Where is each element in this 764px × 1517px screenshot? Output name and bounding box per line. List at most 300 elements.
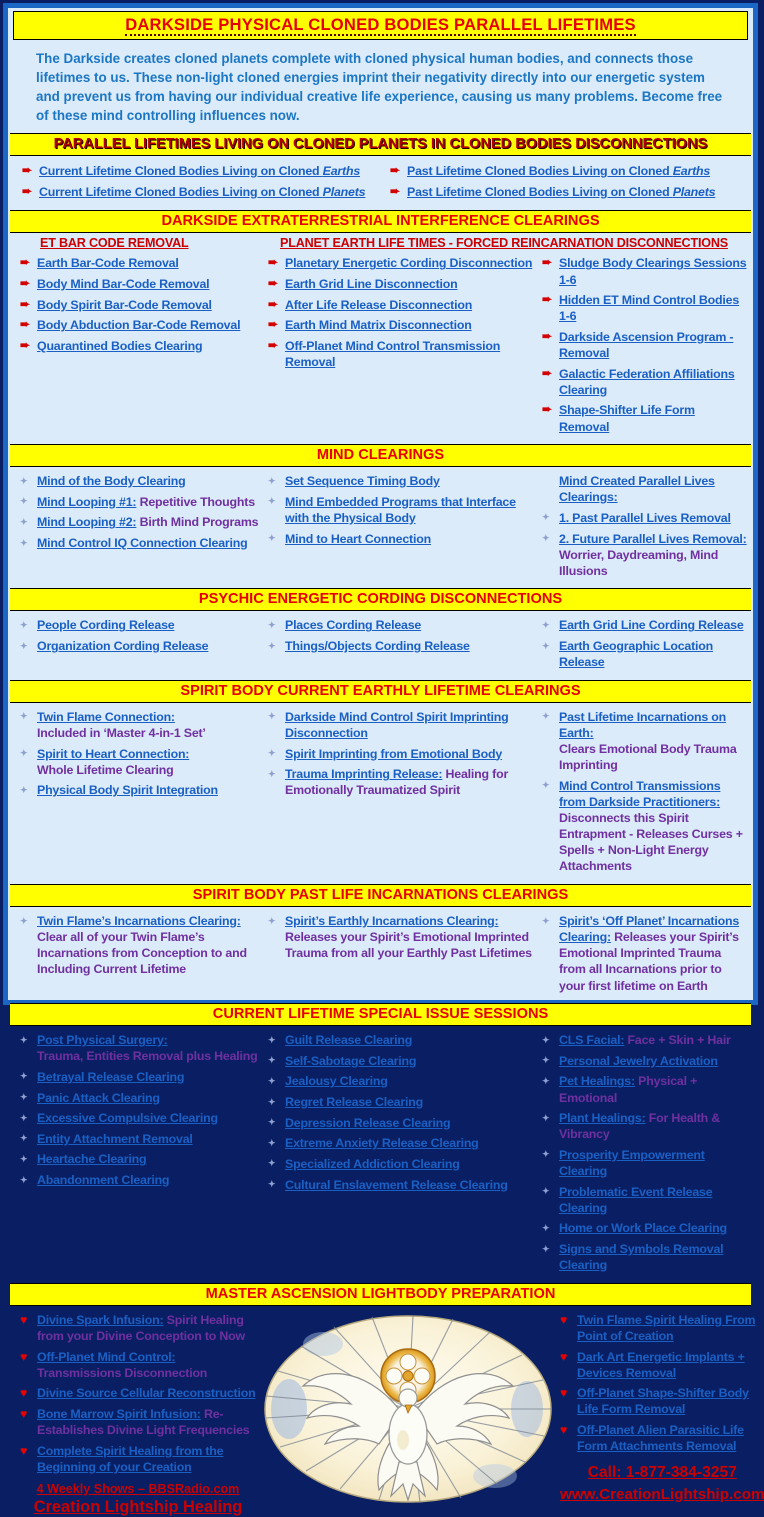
bullet-icon: ➨ xyxy=(542,328,552,343)
session-link[interactable]: Spirit Imprinting from Emotional Body xyxy=(285,746,503,761)
session-note: Birth Mind Programs xyxy=(136,515,259,530)
list-item xyxy=(268,276,534,292)
session-link[interactable]: After Life Release Disconnection xyxy=(285,297,473,312)
list-item xyxy=(20,782,260,798)
list-item xyxy=(20,297,260,313)
list-item xyxy=(20,913,260,978)
bullet-icon: ✦ xyxy=(268,640,276,651)
session-link[interactable]: Earth Bar-Code Removal xyxy=(37,256,179,271)
list-item xyxy=(20,1406,256,1438)
list-item xyxy=(542,292,747,324)
bullet-icon: ✦ xyxy=(20,1112,28,1123)
list-item xyxy=(542,531,747,579)
bullet-icon: ➨ xyxy=(542,255,552,270)
list-item xyxy=(268,317,534,333)
session-link[interactable]: Off-Planet Mind Control: xyxy=(37,1349,176,1364)
bullet-icon: ✦ xyxy=(542,619,550,630)
contact-block xyxy=(560,1464,764,1503)
list-item xyxy=(20,1349,256,1381)
et-col-1 xyxy=(20,253,260,439)
session-link[interactable]: Guilt Release Clearing xyxy=(285,1033,413,1048)
list-item xyxy=(542,402,747,434)
session-link[interactable]: Dark Art Energetic Implants + Devices Removal xyxy=(577,1349,745,1380)
bullet-icon: ✦ xyxy=(268,475,276,486)
bullet-icon: ✦ xyxy=(20,1071,28,1082)
list-item xyxy=(268,473,534,489)
list-item xyxy=(20,1110,260,1126)
session-link[interactable]: Things/Objects Cording Release xyxy=(285,639,470,653)
bullet-icon: ➨ xyxy=(390,183,400,198)
et-subheaders xyxy=(10,234,751,250)
phone-link[interactable]: Call: 1-877-384-3257 xyxy=(587,1464,737,1482)
list-item xyxy=(20,1312,256,1344)
planet-earth-subheader[interactable]: PLANET EARTH LIFE TIMES - FORCED REINCARNATION DISCONNECTIONS xyxy=(280,236,728,251)
bullet-icon: ✦ xyxy=(20,475,28,486)
list-item xyxy=(268,1115,534,1131)
session-link[interactable]: Mind Created Parallel Lives Clearings: xyxy=(559,474,715,505)
session-link[interactable]: Plant Healings: xyxy=(559,1111,646,1126)
list-item xyxy=(268,913,534,961)
bullet-icon: ✦ xyxy=(268,1137,276,1148)
session-note-line2: Transmissions Disconnection xyxy=(37,1365,208,1380)
bullet-icon: ✦ xyxy=(268,1158,276,1169)
bullet-icon: ✦ xyxy=(20,537,28,548)
list-item xyxy=(542,1220,747,1236)
list-item xyxy=(268,766,534,798)
list-item xyxy=(542,1110,747,1142)
list-item xyxy=(20,276,260,292)
bullet-icon: ♥ xyxy=(20,1386,28,1401)
list-item xyxy=(20,514,260,530)
session-note: Spirit Healing from your Divine Conception to Now xyxy=(37,1312,245,1343)
session-link[interactable]: Shape-Shifter Life Form Removal xyxy=(559,403,695,434)
list-item xyxy=(390,163,745,179)
bullet-icon: ✦ xyxy=(268,915,276,926)
et-links-grid xyxy=(10,250,751,443)
bullet-icon: ✦ xyxy=(542,915,550,926)
session-note-line2: Included in ‘Master 4-in-1 Set’ xyxy=(37,725,206,740)
session-link[interactable]: Organization Cording Release xyxy=(37,639,209,653)
bbsradio-link[interactable]: 4 Weekly Shows – BBSRadio.com xyxy=(36,1481,240,1496)
list-item xyxy=(560,1422,764,1454)
list-item xyxy=(542,1184,747,1216)
list-item xyxy=(268,255,534,271)
bullet-icon: ♥ xyxy=(560,1349,568,1364)
section-banner-spirit-current: SPIRIT BODY CURRENT EARTHLY LIFETIME CLEARINGS xyxy=(10,680,751,703)
bullet-icon: ✦ xyxy=(20,1174,28,1185)
list-item xyxy=(20,1385,256,1401)
session-link[interactable]: Bone Marrow Spirit Infusion: xyxy=(37,1406,201,1421)
spirit-past-col-1 xyxy=(20,911,260,998)
list-item xyxy=(268,297,534,313)
bullet-icon: ➨ xyxy=(20,255,30,270)
list-item xyxy=(268,1053,534,1069)
session-link[interactable]: Mind Control IQ Connection Clearing xyxy=(37,536,248,550)
session-link[interactable]: Sludge Body Clearings Sessions 1-6 xyxy=(559,256,747,287)
spirit-current-col-3 xyxy=(542,707,747,879)
section-banner-parallel-lifetimes: PARALLEL LIFETIMES LIVING ON CLONED PLANETS IN CLONED BODIES DISCONNECTIONS xyxy=(10,133,751,156)
session-note-line2: Whole Lifetime Clearing xyxy=(37,762,174,777)
bullet-icon: ✦ xyxy=(20,1092,28,1102)
session-link[interactable]: Home or Work Place Clearing xyxy=(559,1221,727,1236)
mind-col-1 xyxy=(20,471,260,583)
et-col-3 xyxy=(542,253,747,439)
list-item xyxy=(268,1156,534,1172)
list-item xyxy=(542,1032,747,1048)
session-note-line2: Worrier, Daydreaming, Mind Illusions xyxy=(559,547,719,578)
creation-lightship-healing-link[interactable]: Creation Lightship Healing xyxy=(33,1497,243,1516)
list-item xyxy=(542,473,747,505)
list-item xyxy=(542,510,747,526)
list-item xyxy=(542,366,747,398)
session-link[interactable]: Twin Flame Spirit Healing From Point of Creation xyxy=(577,1312,756,1343)
session-note-line2: Trauma, Entities Removal plus Healing xyxy=(37,1049,258,1064)
list-item xyxy=(22,184,390,200)
et-col-2 xyxy=(268,253,534,439)
bullet-icon: ♥ xyxy=(560,1423,568,1437)
bullet-icon: ♥ xyxy=(20,1312,28,1327)
session-link[interactable]: Planetary Energetic Cording Disconnection xyxy=(285,256,533,271)
bullet-icon: ✦ xyxy=(20,1034,28,1045)
list-item xyxy=(20,535,260,551)
bullet-icon: ✦ xyxy=(268,496,276,507)
session-note-line2: Releases your Spirit’s Emotional Imprinted Trauma from all your Earthly Past Lifetimes xyxy=(285,930,532,961)
bullet-icon: ✦ xyxy=(20,915,28,926)
session-link[interactable]: Signs and Symbols Removal Clearing xyxy=(559,1242,724,1273)
bullet-icon: ✦ xyxy=(268,533,276,543)
session-link[interactable]: Divine Spark Infusion: xyxy=(37,1312,164,1327)
session-link[interactable]: Mind Looping #1: xyxy=(37,494,137,509)
session-link[interactable]: Twin Flame’s Incarnations Clearing: xyxy=(37,914,241,928)
bullet-icon: ✦ xyxy=(20,619,28,630)
bullet-icon: ✦ xyxy=(542,1149,550,1160)
session-link[interactable]: Mind Control Transmissions from Darkside Practitioners: xyxy=(559,778,721,809)
list-item xyxy=(268,338,534,370)
section-banner-special-sessions: CURRENT LIFETIME SPECIAL ISSUE SESSIONS xyxy=(10,1003,751,1026)
session-link[interactable]: People Cording Release xyxy=(37,618,175,633)
session-link[interactable]: Darkside Mind Control Spirit Imprinting Disconnection xyxy=(285,709,509,740)
list-item xyxy=(542,1053,747,1069)
list-item xyxy=(560,1312,764,1344)
session-link[interactable]: 1. Past Parallel Lives Removal xyxy=(559,510,731,525)
bullet-icon: ✦ xyxy=(20,640,28,651)
bullet-icon: ✦ xyxy=(268,1055,276,1066)
list-item xyxy=(268,617,534,633)
list-item xyxy=(20,317,260,333)
bullet-icon: ✦ xyxy=(268,748,276,758)
bullet-icon: ➨ xyxy=(542,402,552,417)
bullet-icon: ♥ xyxy=(20,1443,28,1458)
session-link[interactable]: Galactic Federation Affiliations Clearing xyxy=(559,366,735,397)
list-item xyxy=(560,1385,764,1417)
session-link[interactable]: Body Spirit Bar-Code Removal xyxy=(37,297,212,312)
bullet-icon: ➨ xyxy=(20,337,30,352)
bullet-icon: ♥ xyxy=(20,1349,28,1364)
session-link[interactable]: Panic Attack Clearing xyxy=(37,1090,160,1105)
section-banner-et-interference: DARKSIDE EXTRATERRESTRIAL INTERFERENCE CLEARINGS xyxy=(10,210,751,233)
mind-links-grid xyxy=(10,468,751,587)
session-note: Face + Skin + Hair xyxy=(624,1033,731,1048)
session-link[interactable]: Places Cording Release xyxy=(285,618,422,633)
bullet-icon: ✦ xyxy=(20,784,28,795)
bullet-icon: ✦ xyxy=(542,1243,550,1254)
bullet-icon: ✦ xyxy=(20,1133,28,1144)
session-note: Healing for Emotionally Traumatized Spirit xyxy=(285,767,509,798)
bullet-icon: ✦ xyxy=(268,1034,276,1045)
dove-image-container xyxy=(260,1310,556,1517)
list-item xyxy=(542,709,747,774)
session-link[interactable]: Divine Source Cellular Reconstruction xyxy=(37,1386,256,1401)
session-link[interactable]: Entity Attachment Removal xyxy=(37,1131,193,1146)
list-item xyxy=(542,1241,747,1273)
list-item xyxy=(20,1443,256,1475)
list-item xyxy=(268,531,534,547)
bullet-icon: ✦ xyxy=(268,768,276,779)
special-col-3 xyxy=(542,1030,747,1278)
bullet-icon: ➨ xyxy=(20,317,30,332)
session-note: Repetitive Thoughts xyxy=(136,494,255,509)
psychic-col-1 xyxy=(20,615,260,674)
spirit-current-grid xyxy=(10,704,751,883)
session-link[interactable]: Complete Spirit Healing from the Beginning of your Creation xyxy=(37,1443,224,1474)
session-link[interactable]: Off-Planet Alien Parasitic Life Form Attachments Removal xyxy=(577,1423,744,1454)
bullet-icon: ✦ xyxy=(542,640,550,651)
section-banner-spirit-past: SPIRIT BODY PAST LIFE INCARNATIONS CLEARINGS xyxy=(10,884,751,907)
bullet-icon: ✦ xyxy=(268,1179,276,1189)
bullet-icon: ➨ xyxy=(542,365,552,380)
bullet-icon: ✦ xyxy=(20,496,28,507)
bullet-icon: ➨ xyxy=(542,292,552,307)
dove-stained-glass-image xyxy=(263,1314,553,1504)
session-link[interactable]: Mind of the Body Clearing xyxy=(37,474,186,489)
list-item xyxy=(20,1151,260,1167)
spirit-past-grid xyxy=(10,908,751,1002)
session-link[interactable]: Quarantined Bodies Clearing xyxy=(37,338,203,353)
bullet-icon: ✦ xyxy=(542,780,550,791)
website-link[interactable]: www.CreationLightship.com xyxy=(560,1486,764,1504)
session-link[interactable]: Problematic Event Release Clearing xyxy=(559,1184,713,1215)
bullet-icon: ✦ xyxy=(268,1075,276,1086)
intro-paragraph: The Darkside creates cloned planets complete with cloned physical human bodies, and connects those lifetimes to us. These non-light cloned energies imprint their negativity directly into our energetic system and prevent us from having our individual creative life experience, causing us many problems. Become free of these mind controlling influences now. xyxy=(36,51,723,124)
bullet-icon: ➨ xyxy=(268,296,278,311)
bullet-icon: ♥ xyxy=(560,1312,568,1327)
session-link[interactable]: Specialized Addiction Clearing xyxy=(285,1156,460,1171)
bullet-icon: ✦ xyxy=(20,748,28,758)
session-link[interactable]: Abandonment Clearing xyxy=(37,1173,170,1187)
list-item xyxy=(268,746,534,762)
bullet-icon: ♥ xyxy=(560,1386,568,1401)
session-link[interactable]: Off-Planet Mind Control Transmission Removal xyxy=(285,338,501,369)
session-link[interactable]: Jealousy Clearing xyxy=(285,1074,388,1089)
list-item xyxy=(268,1094,534,1110)
list-item xyxy=(268,494,534,526)
session-note: Re-Establishes Divine Light Frequencies xyxy=(37,1406,250,1437)
bullet-icon: ➨ xyxy=(268,276,278,290)
session-link[interactable]: Extreme Anxiety Release Clearing xyxy=(285,1136,479,1151)
session-link[interactable]: Current Lifetime Cloned Bodies Living on Cloned Planets xyxy=(39,184,366,199)
session-link[interactable]: Prosperity Empowerment Clearing xyxy=(559,1147,705,1178)
session-link[interactable]: Past Lifetime Incarnations on Earth: xyxy=(559,709,727,740)
bullet-icon: ✦ xyxy=(20,1153,28,1164)
bullet-icon: ➨ xyxy=(268,337,278,352)
bullet-icon: ✦ xyxy=(542,512,550,523)
session-note: Releases your Spirit’s Emotional Imprinted Trauma from all Incarnations prior to your first lifetime on Earth xyxy=(559,930,739,993)
list-item xyxy=(20,746,260,778)
bullet-icon: ➨ xyxy=(20,276,30,290)
page-title-banner xyxy=(13,11,748,40)
bullet-icon: ✦ xyxy=(542,1222,550,1233)
list-item xyxy=(542,255,747,287)
bullet-icon: ✦ xyxy=(542,711,550,722)
list-item xyxy=(542,1147,747,1179)
session-link[interactable]: Past Lifetime Cloned Bodies Living on Cloned Planets xyxy=(407,184,716,199)
bullet-icon: ➨ xyxy=(268,255,278,270)
bullet-icon: ➨ xyxy=(268,317,278,332)
session-link[interactable]: Regret Release Clearing xyxy=(285,1095,423,1109)
bullet-icon: ➨ xyxy=(390,163,400,178)
bullet-icon: ✦ xyxy=(542,1055,550,1066)
list-item xyxy=(390,184,745,200)
mind-col-2 xyxy=(268,471,534,583)
list-item xyxy=(542,329,747,361)
session-link[interactable]: Heartache Clearing xyxy=(37,1152,147,1167)
session-link[interactable]: Earth Grid Line Disconnection xyxy=(285,277,458,291)
session-link[interactable]: Post Physical Surgery: xyxy=(37,1033,168,1048)
list-item xyxy=(268,1032,534,1048)
session-link[interactable]: Mind to Heart Connection xyxy=(285,531,431,546)
master-left-column xyxy=(20,1310,256,1517)
session-link[interactable]: Self-Sabotage Clearing xyxy=(285,1053,417,1068)
spirit-current-col-2 xyxy=(268,707,534,879)
bullet-icon: ➨ xyxy=(20,296,30,311)
special-sessions-grid xyxy=(10,1027,751,1282)
session-note-line2: Clears Emotional Body Trauma Imprinting xyxy=(559,742,737,773)
session-link[interactable]: Mind Embedded Programs that Interface with the Physical Body xyxy=(285,494,516,525)
section-banner-master-ascension: MASTER ASCENSION LIGHTBODY PREPARATION xyxy=(10,1283,751,1306)
list-item xyxy=(20,494,260,510)
psychic-links-grid xyxy=(10,612,751,678)
list-item xyxy=(268,709,534,741)
bullet-icon: ✦ xyxy=(268,711,276,722)
parallel-col-1 xyxy=(22,161,390,204)
session-link[interactable]: Spirit’s ‘Off Planet’ Incarnations Clearing: xyxy=(559,914,740,945)
list-item xyxy=(268,1177,534,1193)
list-item xyxy=(20,1131,260,1147)
list-item xyxy=(542,617,747,633)
bullet-icon: ➨ xyxy=(22,163,32,178)
list-item xyxy=(542,778,747,875)
list-item xyxy=(20,1069,260,1085)
session-note: Physical + Emotional xyxy=(559,1074,698,1105)
session-link[interactable]: Betrayal Release Clearing xyxy=(37,1069,185,1084)
session-link[interactable]: Past Lifetime Cloned Bodies Living on Cloned Earths xyxy=(407,164,711,179)
session-link[interactable]: Spirit to Heart Connection: xyxy=(37,746,190,761)
session-link[interactable]: Mind Looping #2: xyxy=(37,515,137,530)
session-link[interactable]: Spirit’s Earthly Incarnations Clearing: xyxy=(285,914,499,928)
bullet-icon: ✦ xyxy=(542,533,550,543)
list-item xyxy=(20,1032,260,1064)
list-item xyxy=(20,709,260,741)
session-link[interactable]: Earth Grid Line Cording Release xyxy=(559,618,744,633)
list-item xyxy=(20,638,260,654)
spirit-past-col-2 xyxy=(268,911,534,998)
session-note: Disconnects this Spirit Entrapment - Releases Curses + Spells + Non-Light Energy Attachments xyxy=(559,811,743,874)
bullet-icon: ✦ xyxy=(20,516,28,527)
session-link[interactable]: Depression Release Clearing xyxy=(285,1115,451,1130)
bullet-icon: ✦ xyxy=(20,711,28,722)
list-item xyxy=(20,338,260,354)
session-link[interactable]: Earth Geographic Location Release xyxy=(559,639,714,670)
mind-col-3 xyxy=(542,471,747,583)
spirit-current-col-1 xyxy=(20,707,260,879)
list-item xyxy=(20,1172,260,1188)
et-barcode-subheader[interactable]: ET BAR CODE REMOVAL xyxy=(40,236,189,251)
bullet-icon: ➨ xyxy=(22,183,32,198)
list-item xyxy=(542,638,747,670)
radio-brand-block xyxy=(20,1482,256,1517)
list-item xyxy=(20,1090,260,1106)
section-banner-mind-clearings: MIND CLEARINGS xyxy=(10,444,751,467)
list-item xyxy=(268,1073,534,1089)
session-link[interactable]: Hidden ET Mind Control Bodies 1-6 xyxy=(559,293,740,324)
spirit-past-col-3 xyxy=(542,911,747,998)
list-item xyxy=(22,163,390,179)
parallel-links-grid xyxy=(10,157,751,209)
list-item xyxy=(20,473,260,489)
session-link[interactable]: Set Sequence Timing Body xyxy=(285,474,440,489)
session-link[interactable]: Cultural Enslavement Release Clearing xyxy=(285,1177,508,1192)
bullet-icon: ✦ xyxy=(268,619,276,630)
session-note: For Health & Vibrancy xyxy=(559,1111,721,1142)
list-item xyxy=(20,255,260,271)
list-item xyxy=(268,638,534,654)
list-item xyxy=(268,1135,534,1151)
session-link[interactable]: Trauma Imprinting Release: xyxy=(285,767,443,782)
session-link[interactable]: Body Mind Bar-Code Removal xyxy=(37,277,210,291)
page-title: DARKSIDE PHYSICAL CLONED BODIES PARALLEL LIFETIMES xyxy=(125,15,636,34)
list-item xyxy=(20,617,260,633)
session-link[interactable]: Earth Mind Matrix Disconnection xyxy=(285,318,472,333)
session-link[interactable]: Pet Healings: xyxy=(559,1074,635,1089)
session-link[interactable]: Excessive Compulsive Clearing xyxy=(37,1111,218,1126)
session-link[interactable]: Darkside Ascension Program - Removal xyxy=(559,329,734,360)
list-item xyxy=(542,1073,747,1105)
special-col-1 xyxy=(20,1030,260,1278)
session-link[interactable]: Body Abduction Bar-Code Removal xyxy=(37,318,241,333)
session-link[interactable]: Twin Flame Connection: xyxy=(37,709,175,724)
psychic-col-2 xyxy=(268,615,534,674)
list-item xyxy=(542,913,747,994)
session-link[interactable]: CLS Facial: xyxy=(559,1033,625,1048)
session-note-line2: Clear all of your Twin Flame’s Incarnations from Conception to and Including Current Lifetime xyxy=(37,930,247,977)
bullet-icon: ✦ xyxy=(542,1112,550,1123)
master-right-column xyxy=(560,1310,764,1517)
session-link[interactable]: 2. Future Parallel Lives Removal: xyxy=(559,531,747,546)
session-link[interactable]: Current Lifetime Cloned Bodies Living on Cloned Earths xyxy=(39,164,361,179)
section-banner-psychic-cording: PSYCHIC ENERGETIC CORDING DISCONNECTIONS xyxy=(10,588,751,611)
bullet-icon: ✦ xyxy=(268,1117,276,1128)
session-link[interactable]: Personal Jewelry Activation xyxy=(559,1053,718,1068)
session-link[interactable]: Physical Body Spirit Integration xyxy=(37,783,218,798)
bullet-icon: ✦ xyxy=(268,1096,276,1107)
master-ascension-grid xyxy=(10,1307,764,1517)
bullet-icon: ✦ xyxy=(542,1186,550,1197)
bullet-icon: ✦ xyxy=(542,1034,550,1045)
session-link[interactable]: Off-Planet Shape-Shifter Body Life Form Removal xyxy=(577,1386,749,1417)
bullet-icon: ✦ xyxy=(542,1075,550,1086)
special-col-2 xyxy=(268,1030,534,1278)
parallel-col-2 xyxy=(390,161,745,204)
